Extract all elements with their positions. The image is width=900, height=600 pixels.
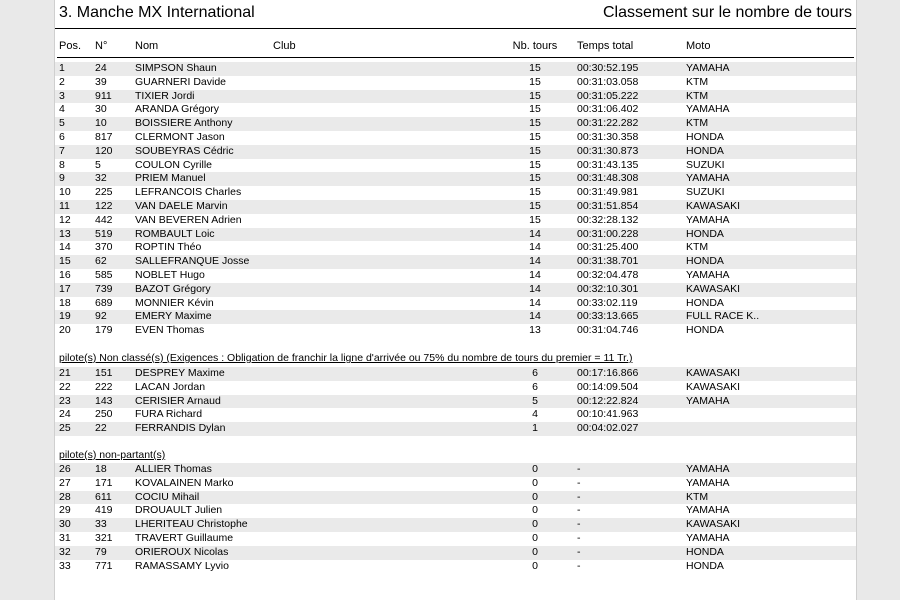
cell-name: SOUBEYRAS Cédric [135, 144, 234, 157]
cell-moto: YAMAHA [686, 213, 730, 226]
cell-num: 771 [95, 559, 113, 572]
cell-name: RAMASSAMY Lyvio [135, 559, 229, 572]
cell-time: 00:32:28.132 [577, 213, 639, 226]
cell-num: 22 [95, 422, 107, 435]
cell-moto: YAMAHA [686, 531, 730, 544]
cell-name: VAN DAELE Marvin [135, 199, 228, 212]
cell-moto: SUZUKI [686, 186, 725, 199]
cell-pos: 1 [59, 62, 65, 74]
cell-time: - [577, 490, 581, 503]
cell-moto: HONDA [686, 130, 724, 143]
cell-name: ORIEROUX Nicolas [135, 545, 229, 558]
table-row [55, 186, 856, 200]
page-subtitle: Classement sur le nombre de tours [603, 4, 852, 21]
cell-time: 00:31:51.854 [577, 199, 639, 212]
cell-name: LHERITEAU Christophe [135, 518, 248, 531]
cell-name: ROPTIN Théo [135, 241, 202, 254]
table-row [55, 131, 856, 145]
cell-pos: 32 [59, 545, 71, 558]
cell-time: 00:30:52.195 [577, 62, 639, 74]
table-row [55, 367, 856, 381]
cell-moto: HONDA [686, 324, 724, 337]
cell-name: ALLIER Thomas [135, 463, 212, 475]
cell-moto: FULL RACE K.. [686, 310, 760, 323]
cell-name: ARANDA Grégory [135, 103, 220, 116]
cell-num: 419 [95, 504, 113, 517]
cell-moto: HONDA [686, 545, 724, 558]
column-header-time: Temps total [577, 40, 634, 52]
table-row [55, 297, 856, 311]
cell-tours: 0 [532, 490, 538, 503]
cell-tours: 13 [529, 324, 541, 337]
cell-pos: 10 [59, 186, 71, 199]
cell-pos: 23 [59, 394, 71, 407]
cell-time: 00:14:09.504 [577, 380, 639, 393]
cell-name: COCIU Mihail [135, 490, 200, 503]
cell-name: TRAVERT Guillaume [135, 531, 234, 544]
cell-moto: YAMAHA [686, 172, 730, 185]
cell-name: COULON Cyrille [135, 158, 213, 171]
cell-pos: 13 [59, 227, 71, 240]
cell-num: 321 [95, 531, 113, 544]
cell-num: 585 [95, 268, 113, 281]
cell-pos: 16 [59, 268, 71, 281]
table-row [55, 518, 856, 532]
cell-time: 00:10:41.963 [577, 408, 639, 421]
cell-num: 171 [95, 476, 113, 489]
cell-time: 00:17:16.866 [577, 367, 639, 379]
cell-num: 519 [95, 227, 113, 240]
cell-pos: 27 [59, 476, 71, 489]
cell-pos: 21 [59, 367, 71, 379]
cell-time: 00:32:10.301 [577, 282, 639, 295]
cell-moto: HONDA [686, 296, 724, 309]
cell-moto: YAMAHA [686, 103, 730, 116]
cell-pos: 6 [59, 130, 65, 143]
cell-pos: 19 [59, 310, 71, 323]
table-row [55, 269, 856, 283]
cell-tours: 15 [529, 186, 541, 199]
cell-pos: 29 [59, 504, 71, 517]
cell-tours: 0 [532, 518, 538, 531]
cell-moto: HONDA [686, 227, 724, 240]
cell-moto: HONDA [686, 255, 724, 268]
cell-moto: YAMAHA [686, 62, 730, 74]
cell-moto: YAMAHA [686, 463, 730, 475]
cell-moto: KTM [686, 241, 709, 254]
table-row [55, 408, 856, 422]
title-divider [55, 28, 856, 29]
cell-num: 120 [95, 144, 113, 157]
cell-num: 62 [95, 255, 107, 268]
cell-pos: 5 [59, 117, 65, 130]
cell-time: - [577, 476, 581, 489]
cell-name: CERISIER Arnaud [135, 394, 221, 407]
cell-tours: 15 [529, 172, 541, 185]
cell-name: MONNIER Kévin [135, 296, 214, 309]
cell-moto: KTM [686, 75, 709, 88]
cell-num: 911 [95, 89, 112, 102]
cell-tours: 0 [532, 559, 538, 572]
table-row [55, 255, 856, 269]
cell-name: FERRANDIS Dylan [135, 422, 226, 435]
cell-pos: 26 [59, 463, 71, 475]
cell-tours: 15 [529, 213, 541, 226]
cell-moto: KTM [686, 117, 709, 130]
cell-name: FURA Richard [135, 408, 203, 421]
cell-tours: 0 [532, 545, 538, 558]
cell-pos: 22 [59, 380, 71, 393]
cell-name: BAZOT Grégory [135, 282, 211, 295]
table-row [55, 491, 856, 505]
column-header-moto: Moto [686, 40, 711, 52]
cell-time: 00:32:04.478 [577, 268, 639, 281]
cell-num: 30 [95, 103, 107, 116]
cell-num: 18 [95, 463, 107, 475]
cell-moto: HONDA [686, 559, 724, 572]
cell-tours: 15 [529, 199, 541, 212]
cell-moto: YAMAHA [686, 504, 730, 517]
table-row [55, 90, 856, 104]
cell-pos: 20 [59, 324, 71, 337]
cell-tours: 15 [529, 130, 541, 143]
cell-num: 39 [95, 75, 107, 88]
column-header-name: Nom [135, 40, 159, 52]
cell-tours: 14 [529, 227, 541, 240]
cell-num: 79 [95, 545, 107, 558]
cell-num: 739 [95, 282, 113, 295]
cell-tours: 0 [532, 531, 538, 544]
table-row [55, 422, 856, 436]
cell-moto: SUZUKI [686, 158, 725, 171]
table-row [55, 546, 856, 560]
table-row [55, 117, 856, 131]
cell-moto: KTM [686, 490, 709, 503]
table-row [55, 463, 856, 477]
cell-pos: 28 [59, 490, 71, 503]
cell-pos: 9 [59, 172, 65, 185]
column-header-pos: Pos. [59, 40, 82, 52]
cell-num: 32 [95, 172, 107, 185]
cell-time: 00:31:05.222 [577, 89, 639, 102]
table-row [55, 62, 856, 76]
cell-time: - [577, 463, 581, 475]
cell-name: VAN BEVEREN Adrien [135, 213, 242, 226]
cell-num: 92 [95, 310, 107, 323]
cell-num: 179 [95, 324, 113, 337]
cell-time: 00:04:02.027 [577, 422, 639, 435]
cell-num: 33 [95, 518, 107, 531]
cell-name: KOVALAINEN Marko [135, 476, 234, 489]
cell-pos: 4 [59, 103, 65, 116]
cell-name: EMERY Maxime [135, 310, 212, 323]
cell-time: 00:31:03.058 [577, 75, 639, 88]
cell-pos: 25 [59, 422, 71, 435]
column-header-num: N° [95, 40, 108, 52]
cell-tours: 14 [529, 255, 541, 268]
non-starting-title: pilote(s) non-partant(s) [59, 449, 166, 461]
cell-name: SALLEFRANQUE Josse [135, 255, 250, 268]
cell-name: NOBLET Hugo [135, 268, 205, 281]
cell-num: 442 [95, 213, 113, 226]
cell-moto: KAWASAKI [686, 199, 741, 212]
cell-pos: 12 [59, 213, 71, 226]
cell-tours: 14 [529, 268, 541, 281]
cell-tours: 15 [529, 117, 541, 130]
cell-name: GUARNERI Davide [135, 75, 227, 88]
cell-tours: 15 [529, 158, 541, 171]
cell-pos: 24 [59, 408, 71, 421]
table-row [55, 283, 856, 297]
cell-name: PRIEM Manuel [135, 172, 206, 185]
cell-pos: 31 [59, 531, 71, 544]
table-row [55, 532, 856, 546]
table-row [55, 200, 856, 214]
cell-moto: KAWASAKI [686, 380, 741, 393]
cell-num: 817 [95, 130, 113, 143]
cell-time: 00:12:22.824 [577, 394, 639, 407]
cell-moto: YAMAHA [686, 476, 730, 489]
cell-tours: 4 [532, 408, 538, 421]
page-title: 3. Manche MX International [59, 4, 255, 21]
cell-moto: KAWASAKI [686, 282, 741, 295]
cell-tours: 0 [532, 476, 538, 489]
results-sheet [54, 0, 857, 600]
cell-tours: 15 [529, 89, 541, 102]
non-classified-title: pilote(s) Non classé(s) (Exigences : Obligation de franchir la ligne d'arrivée ou 75% du nombre de tours du premier = 11 Tr.) [59, 352, 633, 364]
table-row [55, 310, 856, 324]
cell-time: 00:33:13.665 [577, 310, 639, 323]
cell-tours: 15 [529, 62, 541, 74]
cell-time: - [577, 559, 581, 572]
cell-pos: 18 [59, 296, 71, 309]
cell-time: 00:31:30.358 [577, 130, 639, 143]
cell-time: 00:31:04.746 [577, 324, 639, 337]
cell-num: 5 [95, 158, 101, 171]
table-row [55, 145, 856, 159]
column-header-tours: Nb. tours [512, 40, 558, 52]
cell-num: 151 [95, 367, 113, 379]
table-row [55, 214, 856, 228]
cell-pos: 7 [59, 144, 65, 157]
cell-num: 122 [95, 199, 113, 212]
column-header-club: Club [273, 40, 296, 52]
cell-tours: 14 [529, 282, 541, 295]
header-divider [57, 57, 854, 58]
table-row [55, 324, 856, 338]
cell-num: 250 [95, 408, 113, 421]
cell-time: - [577, 545, 581, 558]
cell-num: 611 [95, 490, 112, 503]
cell-time: 00:31:48.308 [577, 172, 639, 185]
cell-name: SIMPSON Shaun [135, 62, 217, 74]
cell-time: 00:31:43.135 [577, 158, 639, 171]
cell-num: 10 [95, 117, 107, 130]
cell-tours: 0 [532, 504, 538, 517]
cell-time: 00:31:06.402 [577, 103, 639, 116]
cell-moto: KAWASAKI [686, 518, 741, 531]
table-row [55, 103, 856, 117]
cell-num: 24 [95, 62, 107, 74]
cell-num: 225 [95, 186, 113, 199]
cell-time: 00:31:38.701 [577, 255, 639, 268]
table-row [55, 76, 856, 90]
table-row [55, 560, 856, 574]
table-row [55, 477, 856, 491]
cell-pos: 30 [59, 518, 71, 531]
cell-name: CLERMONT Jason [135, 130, 225, 143]
cell-pos: 15 [59, 255, 71, 268]
cell-time: 00:31:30.873 [577, 144, 639, 157]
cell-moto: YAMAHA [686, 394, 730, 407]
cell-time: 00:31:25.400 [577, 241, 639, 254]
cell-tours: 15 [529, 75, 541, 88]
cell-tours: 14 [529, 296, 541, 309]
cell-name: BOISSIERE Anthony [135, 117, 233, 130]
cell-num: 689 [95, 296, 113, 309]
cell-moto: HONDA [686, 144, 724, 157]
cell-pos: 2 [59, 75, 65, 88]
cell-tours: 6 [532, 367, 538, 379]
cell-time: 00:31:22.282 [577, 117, 639, 130]
cell-name: EVEN Thomas [135, 324, 205, 337]
table-row [55, 241, 856, 255]
cell-tours: 14 [529, 310, 541, 323]
cell-moto: YAMAHA [686, 268, 730, 281]
cell-pos: 33 [59, 559, 71, 572]
cell-pos: 8 [59, 158, 65, 171]
table-row [55, 395, 856, 409]
cell-tours: 0 [532, 463, 538, 475]
table-row [55, 504, 856, 518]
table-row [55, 381, 856, 395]
cell-time: 00:31:49.981 [577, 186, 639, 199]
table-row [55, 159, 856, 173]
table-header [55, 40, 856, 54]
cell-name: DROUAULT Julien [135, 504, 223, 517]
cell-pos: 3 [59, 89, 65, 102]
table-row [55, 228, 856, 242]
cell-name: LEFRANCOIS Charles [135, 186, 242, 199]
cell-moto: KAWASAKI [686, 367, 741, 379]
cell-num: 143 [95, 394, 113, 407]
cell-name: ROMBAULT Loic [135, 227, 215, 240]
cell-tours: 15 [529, 103, 541, 116]
cell-name: TIXIER Jordi [135, 89, 195, 102]
cell-tours: 6 [532, 380, 538, 393]
cell-tours: 15 [529, 144, 541, 157]
cell-name: LACAN Jordan [135, 380, 206, 393]
cell-tours: 14 [529, 241, 541, 254]
cell-time: 00:31:00.228 [577, 227, 639, 240]
cell-time: - [577, 504, 581, 517]
classified-table [55, 62, 856, 338]
cell-pos: 11 [59, 199, 70, 212]
cell-tours: 5 [532, 394, 538, 407]
cell-pos: 17 [59, 282, 71, 295]
non-starting-table [55, 463, 856, 573]
cell-num: 222 [95, 380, 113, 393]
cell-tours: 1 [532, 422, 538, 435]
cell-moto: KTM [686, 89, 709, 102]
cell-time: 00:33:02.119 [577, 296, 638, 309]
cell-num: 370 [95, 241, 113, 254]
non-classified-table [55, 367, 856, 436]
table-row [55, 172, 856, 186]
cell-time: - [577, 531, 581, 544]
cell-pos: 14 [59, 241, 71, 254]
cell-time: - [577, 518, 581, 531]
cell-name: DESPREY Maxime [135, 367, 225, 379]
